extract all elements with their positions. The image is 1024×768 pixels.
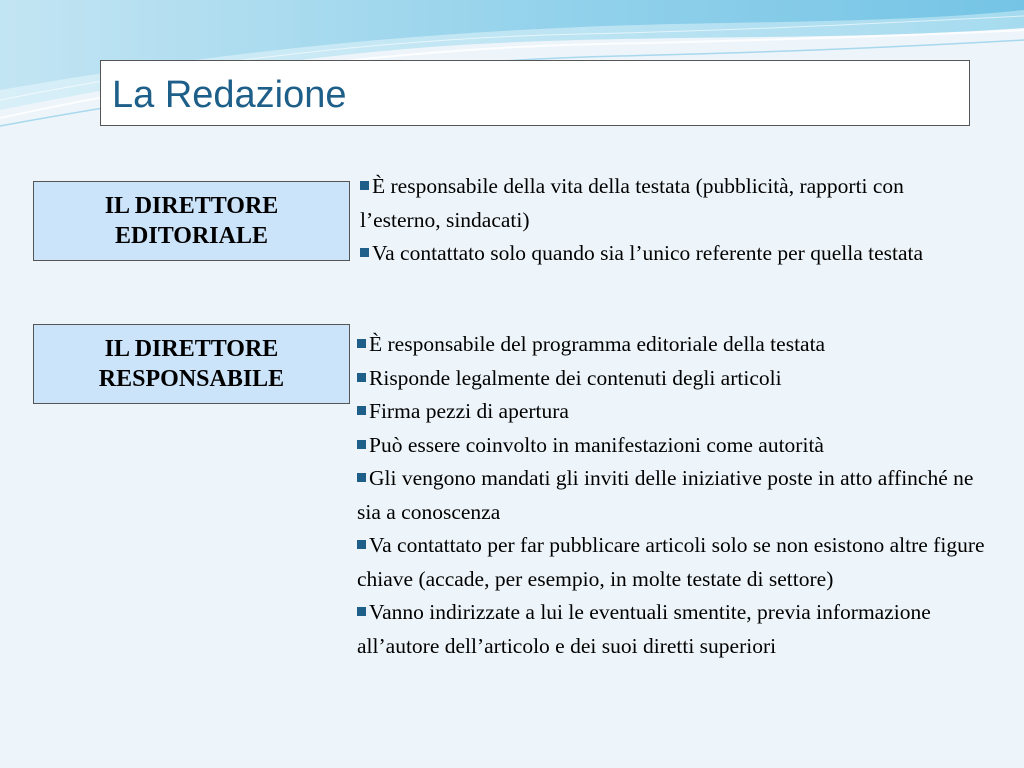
square-bullet-icon [357,373,366,382]
list-item: Va contattato solo quando sia l’unico referente per quella testata [360,237,970,271]
bullet-list-direttore-editoriale [360,170,970,271]
list-item: Vanno indirizzate a lui le eventuali smentite, previa informazione all’autore dell’articolo e dei suoi diretti superiori [357,600,931,658]
role-line: RESPONSABILE [98,366,285,392]
title-box [100,60,970,126]
role-box-direttore-editoriale [33,181,350,261]
role-line: IL DIRETTORE [104,336,279,362]
square-bullet-icon [360,181,369,190]
role-line: IL DIRETTORE [104,193,279,219]
square-bullet-icon [357,473,366,482]
list-item: È responsabile del programma editoriale della testata [357,328,1002,362]
list-item: Risponde legalmente dei contenuti degli articoli [357,362,1002,396]
list-item: Può essere coinvolto in manifestazioni come autorità [357,429,1002,463]
role-line: EDITORIALE [115,223,268,249]
slide-title: La Redazione [112,74,347,116]
square-bullet-icon [357,440,366,449]
list-item: Gli vengono mandati gli inviti delle iniziative poste in atto affinché ne sia a conoscenza [357,466,974,524]
square-bullet-icon [357,339,366,348]
role-box-direttore-responsabile [33,324,350,404]
list-item: È responsabile della vita della testata (pubblicità, rapporti con l’esterno, sindacati) [360,174,904,232]
square-bullet-icon [357,406,366,415]
bullet-list-direttore-responsabile [357,328,1002,663]
list-item: Va contattato per far pubblicare articoli solo se non esistono altre figure chiave (accade, per esempio, in molte testate di settore) [357,533,985,591]
list-item: Firma pezzi di apertura [357,395,1002,429]
square-bullet-icon [357,607,366,616]
square-bullet-icon [360,248,369,257]
square-bullet-icon [357,540,366,549]
